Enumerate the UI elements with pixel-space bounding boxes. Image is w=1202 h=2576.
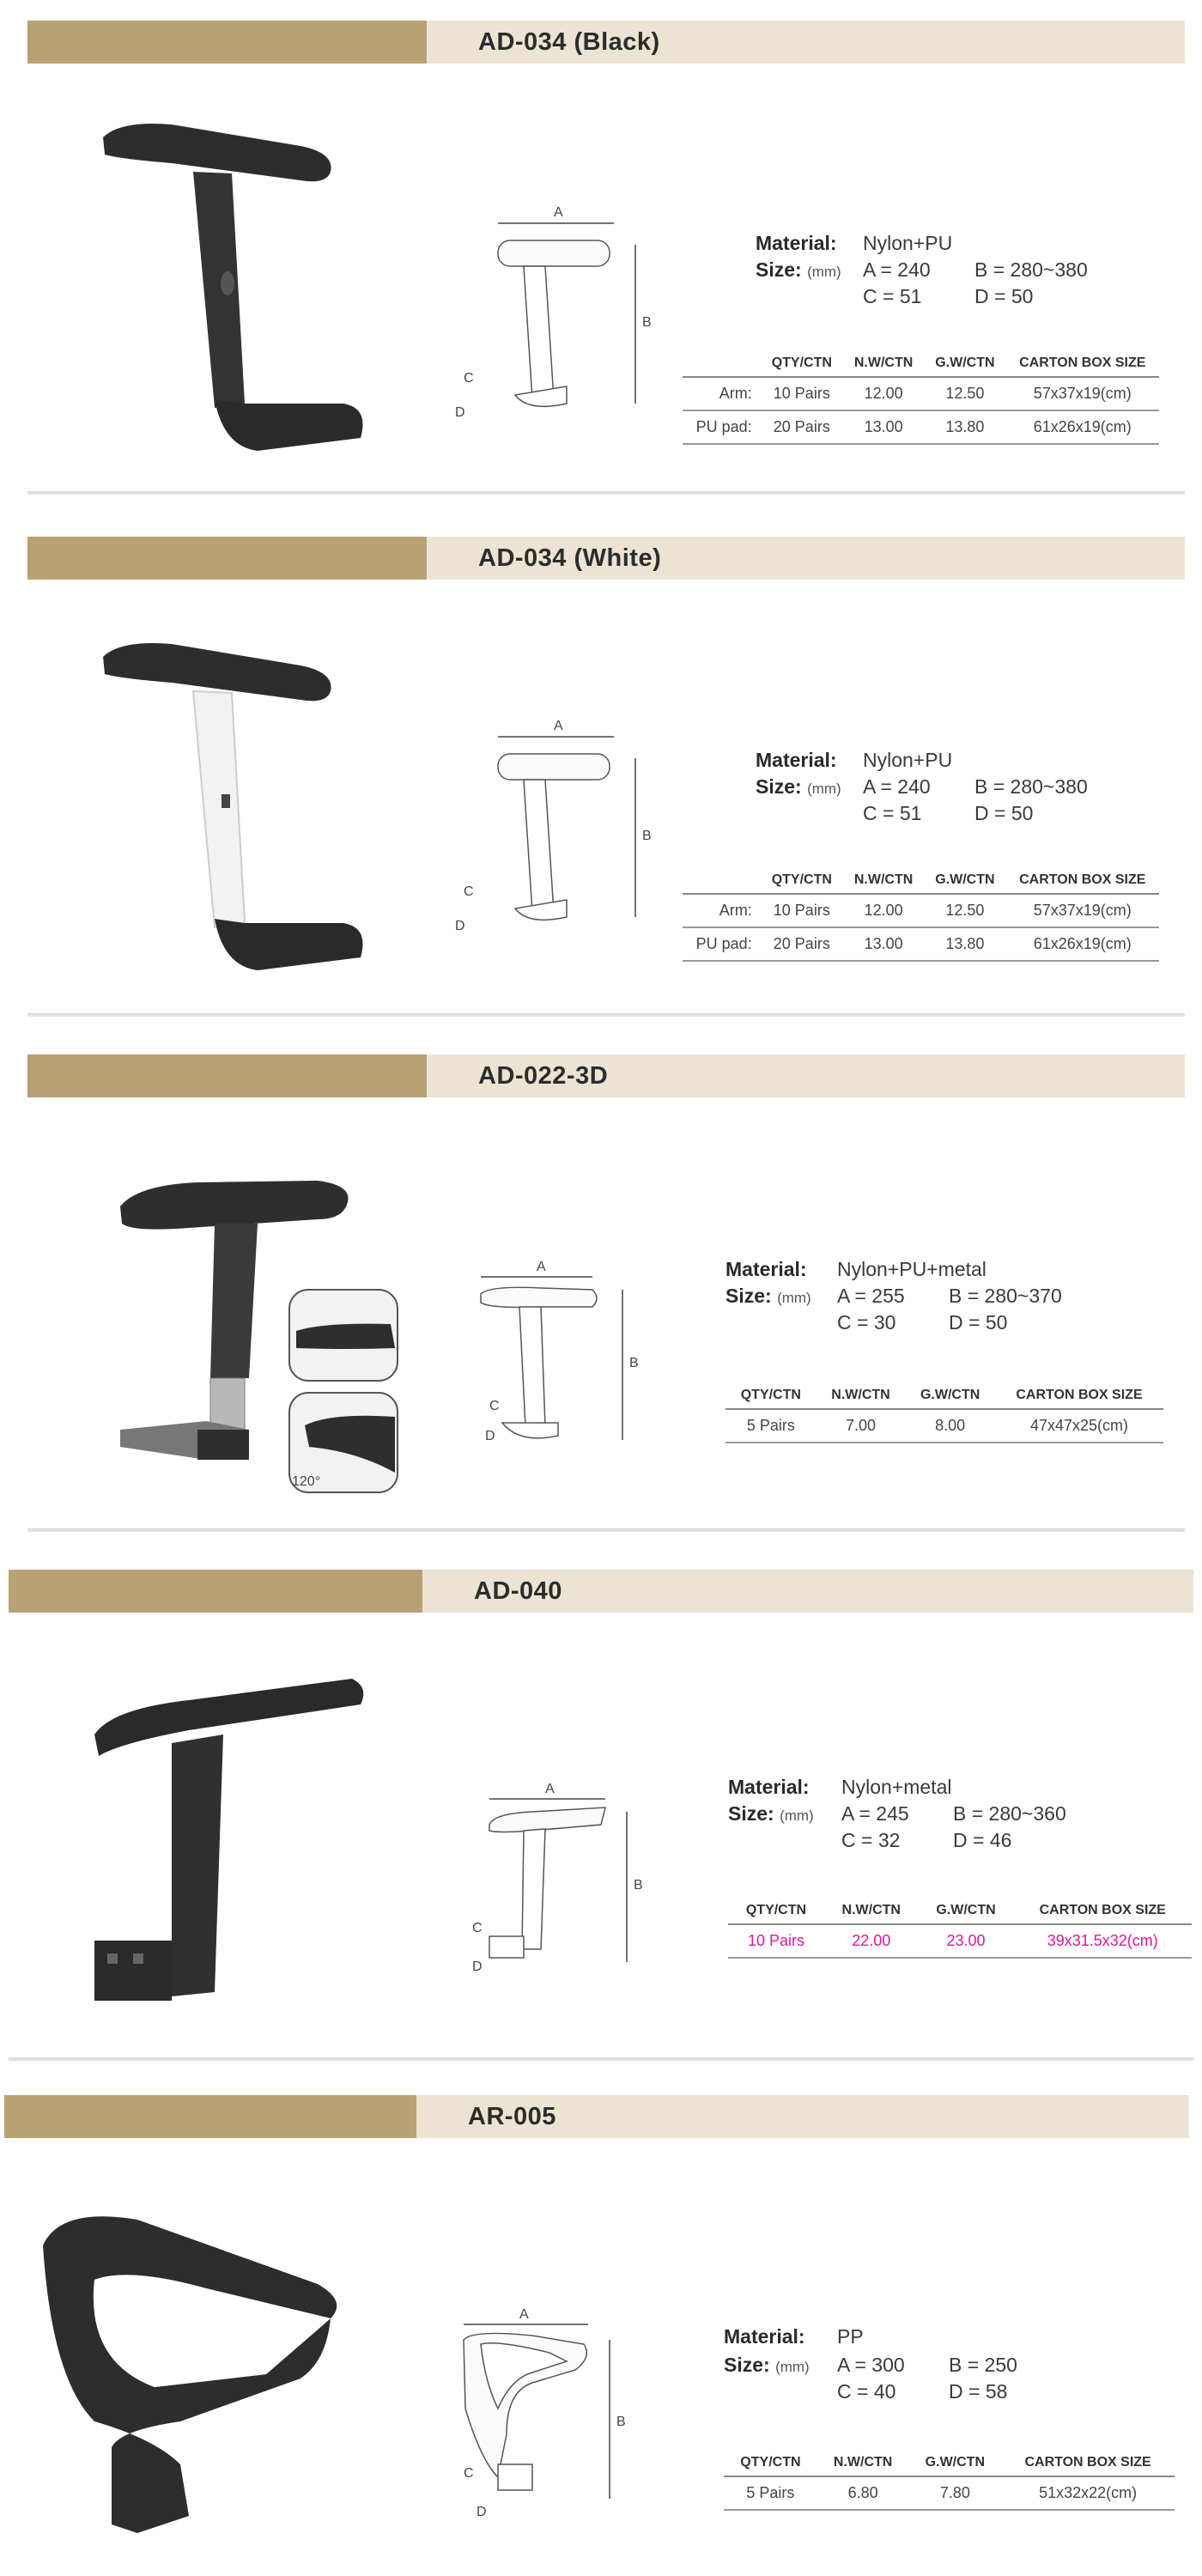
svg-text:D: D (472, 1959, 483, 1974)
svg-text:D: D (477, 2505, 487, 2519)
svg-text:D: D (455, 919, 465, 933)
svg-text:D: D (455, 405, 465, 420)
section-divider (27, 491, 1185, 495)
product-photo (86, 112, 378, 464)
svg-text:B: B (616, 2415, 626, 2429)
packing-table: QTY/CTN N.W/CTN G.W/CTN CARTON BOX SIZE 10 Pairs 22.00 23.00 39x31.5x32(cm) (728, 1899, 1192, 1959)
detail-photo-top (288, 1288, 399, 1382)
dimension-diagram (464, 1777, 661, 1992)
svg-text:A: A (545, 1782, 555, 1796)
packing-table: QTY/CTN N.W/CTN G.W/CTN CARTON BOX SIZE Arm: 10 Pairs 12.00 12.50 57x37x19(cm) PU pad: 20 Pairs 13.00 13.80 61x26x19(cm) (683, 869, 1159, 962)
product-photo (77, 1674, 378, 2018)
svg-text:A: A (554, 719, 563, 733)
section-divider (27, 1528, 1185, 1532)
svg-text:A: A (537, 1260, 546, 1274)
product-title: AD-034 (White) (478, 544, 662, 572)
svg-text:C: C (489, 1399, 500, 1413)
dimension-diagram (446, 711, 670, 951)
table-row: PU pad: 20 Pairs 13.00 13.80 61x26x19(cm) (683, 410, 1159, 444)
svg-text:C: C (464, 371, 474, 386)
product-title: AD-022-3D (478, 1061, 609, 1090)
svg-text:B: B (634, 1878, 643, 1893)
svg-text:B: B (629, 1356, 639, 1370)
product-section-ad022-3d (0, 1030, 1202, 1546)
svg-text:C: C (464, 2466, 474, 2481)
table-row: 10 Pairs 22.00 23.00 39x31.5x32(cm) (728, 1924, 1192, 1958)
packing-table: QTY/CTN N.W/CTN G.W/CTN CARTON BOX SIZE 5 Pairs 7.00 8.00 47x47x25(cm) (725, 1384, 1163, 1443)
spec-block: Material: PP Size: (mm) A = 300 B = 250 C = 40 D = 58 (724, 2325, 1017, 2403)
section-header (27, 1054, 1185, 1097)
packing-table: QTY/CTN N.W/CTN G.W/CTN CARTON BOX SIZE Arm: 10 Pairs 12.00 12.50 57x37x19(cm) PU pad: 20 Pairs 13.00 13.80 61x26x19(cm) (683, 352, 1159, 445)
svg-text:A: A (554, 205, 563, 220)
table-row: Arm: 10 Pairs 12.00 12.50 57x37x19(cm) (683, 377, 1159, 410)
svg-text:A: A (519, 2307, 529, 2322)
product-section-ar005 (0, 2061, 1202, 2576)
svg-text:B: B (642, 315, 652, 330)
table-row: 5 Pairs 6.80 7.80 51x32x22(cm) (724, 2476, 1175, 2510)
spec-block: Material: Nylon+PU Size: (mm) A = 240 B = 280~380 C = 51 D = 50 (756, 749, 1088, 824)
dimension-diagram (455, 1255, 653, 1470)
product-section-ad034-black (0, 0, 1202, 515)
table-row: Arm: 10 Pairs 12.00 12.50 57x37x19(cm) (683, 894, 1159, 927)
product-photo (86, 631, 378, 983)
table-row: 5 Pairs 7.00 8.00 47x47x25(cm) (725, 1409, 1163, 1443)
section-header (27, 537, 1185, 580)
dimension-diagram (446, 197, 670, 438)
section-header (27, 21, 1185, 64)
product-title: AD-040 (474, 1577, 562, 1605)
svg-text:D: D (485, 1429, 495, 1443)
product-photo (34, 2207, 361, 2550)
spec-block: Material: Nylon+metal Size: (mm) A = 245 B = 280~360 C = 32 D = 46 (728, 1776, 1066, 1851)
svg-text:B: B (642, 829, 652, 843)
svg-text:C: C (472, 1921, 483, 1935)
packing-table: QTY/CTN N.W/CTN G.W/CTN CARTON BOX SIZE 5 Pairs 6.80 7.80 51x32x22(cm) (724, 2451, 1175, 2511)
section-divider (27, 1013, 1185, 1017)
product-title: AD-034 (Black) (478, 27, 660, 56)
product-section-ad040 (0, 1546, 1202, 2061)
rotation-angle-label: 120° (292, 1474, 321, 1489)
section-header (4, 2095, 1189, 2138)
product-title: AR-005 (468, 2102, 556, 2130)
table-row: PU pad: 20 Pairs 13.00 13.80 61x26x19(cm) (683, 927, 1159, 961)
spec-block: Material: Nylon+PU+metal Size: (mm) A = 255 B = 280~370 C = 30 D = 50 (725, 1258, 1062, 1334)
svg-text:C: C (464, 884, 474, 899)
product-section-ad034-white (0, 515, 1202, 1030)
section-header (9, 1570, 1193, 1613)
spec-block: Material: Nylon+PU Size: (mm) A = 240 B = 280~380 C = 51 D = 50 (756, 232, 1088, 307)
dimension-diagram (446, 2306, 644, 2529)
detail-photo-bottom (288, 1391, 399, 1494)
